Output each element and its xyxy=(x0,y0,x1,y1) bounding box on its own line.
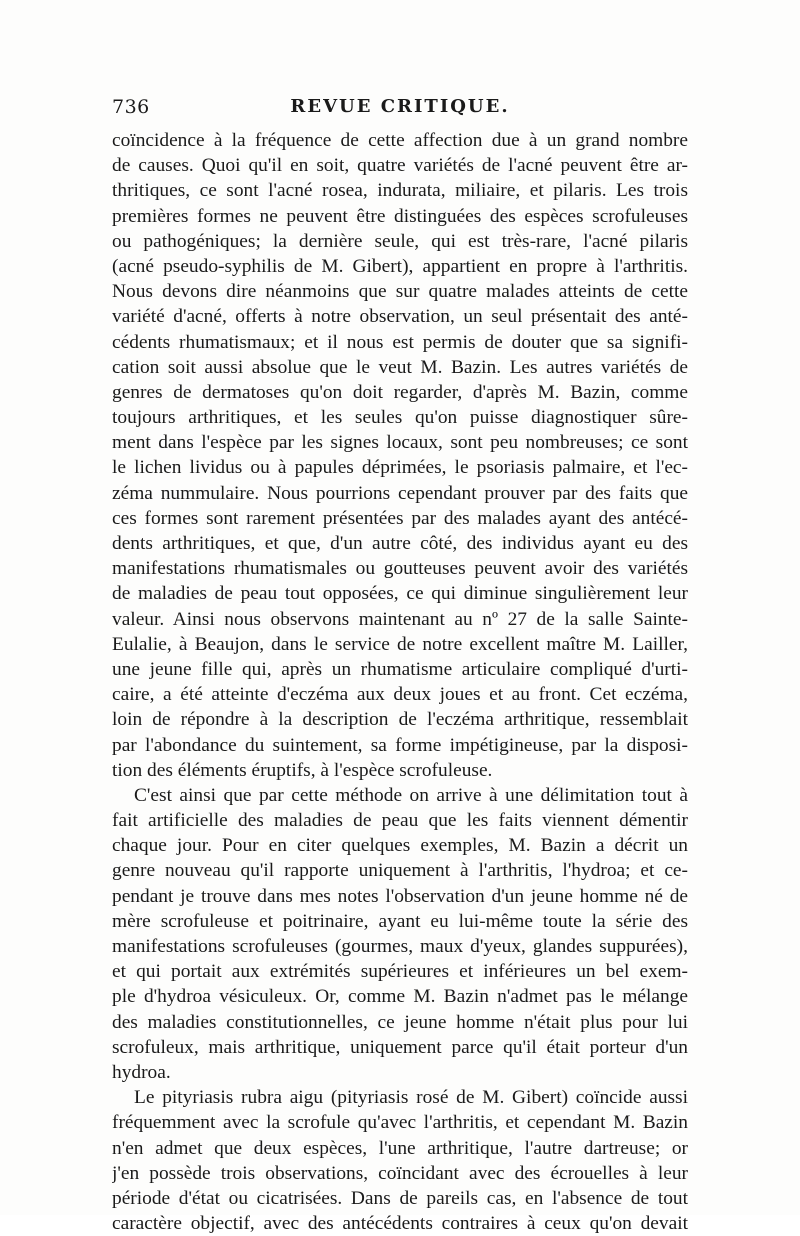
text-line: genre nouveau qu'il rapporte uniquement à l'arthritis, l'hydroa; et ce- xyxy=(112,860,688,882)
text-line: (acné pseudo-syphilis de M. Gibert), appartient en propre à l'arthritis. xyxy=(112,255,688,277)
text-line: cation soit aussi absolue que le veut M. Bazin. Les autres variétés de xyxy=(112,356,688,378)
text-line: ment dans l'espèce par les signes locaux, sont peu nombreuses; ce sont xyxy=(112,432,688,454)
text-line: manifestations rhumatismales ou goutteuses peuvent avoir des variétés xyxy=(112,558,688,580)
text-line: n'en admet que deux espèces, l'une arthritique, l'autre dartreuse; or xyxy=(112,1137,688,1159)
running-title: REVUE CRITIQUE. xyxy=(290,96,510,117)
page-header xyxy=(112,96,688,124)
text-line: j'en possède trois observations, coïncidant avec des écrouelles à leur xyxy=(112,1162,688,1184)
text-line: variété d'acné, offerts à notre observation, un seul présentait des anté- xyxy=(112,306,688,328)
text-line: fréquemment avec la scrofule qu'avec l'arthritis, et cependant M. Bazin xyxy=(112,1112,688,1134)
text-line: fait artificielle des maladies de peau que les faits viennent démentir xyxy=(112,810,688,832)
text-line: ple d'hydroa vésiculeux. Or, comme M. Bazin n'admet pas le mélange xyxy=(112,986,688,1008)
text-line: tion des éléments éruptifs, à l'espèce scrofuleuse. xyxy=(112,759,493,781)
text-line: genres de dermatoses qu'on doit regarder, d'après M. Bazin, comme xyxy=(112,381,688,403)
text-line: période d'état ou cicatrisées. Dans de pareils cas, en l'absence de tout xyxy=(112,1187,688,1209)
text-line: cédents rhumatismaux; et il nous est permis de douter que sa signifi- xyxy=(112,331,688,353)
text-line: Nous devons dire néanmoins que sur quatre malades atteints de cette xyxy=(112,281,688,303)
text-line: chaque jour. Pour en citer quelques exemples, M. Bazin a décrit un xyxy=(112,835,688,857)
text-line: scrofuleux, mais arthritique, uniquement parce qu'il était porteur d'un xyxy=(112,1036,688,1058)
text-line: manifestations scrofuleuses (gourmes, maux d'yeux, glandes suppurées), xyxy=(112,936,688,957)
text-line: caractère objectif, avec des antécédents contraires à ceux qu'on devait xyxy=(112,1213,688,1235)
text-line: dents arthritiques, et que, d'un autre côté, des individus ayant eu des xyxy=(112,533,688,554)
text-line: et qui portait aux extrémités supérieures et inférieures un bel exem- xyxy=(112,961,688,983)
text-line: une jeune fille qui, après un rhumatisme articulaire compliqué d'urti- xyxy=(112,658,688,680)
text-line: des maladies constitutionnelles, ce jeune homme n'était plus pour lui xyxy=(112,1011,688,1033)
text-line: C'est ainsi que par cette méthode on arrive à une délimitation tout à xyxy=(134,784,688,806)
text-line: Le pityriasis rubra aigu (pityriasis rosé de M. Gibert) coïncide aussi xyxy=(134,1087,688,1109)
text-line: Eulalie, à Beaujon, dans le service de notre excellent maître M. Lailler, xyxy=(112,633,688,655)
text-line: par l'abondance du suintement, sa forme impétigineuse, par la disposi- xyxy=(112,734,688,756)
text-line: premières formes ne peuvent être distinguées des espèces scrofuleuses xyxy=(112,205,688,227)
text-line: zéma nummulaire. Nous pourrions cependant prouver par des faits que xyxy=(112,482,688,504)
text-line: coïncidence à la fréquence de cette affection due à un grand nombre xyxy=(112,130,688,151)
text-line: caire, a été atteinte d'eczéma aux deux joues et au front. Cet eczéma, xyxy=(112,684,688,706)
text-line: ou pathogéniques; la dernière seule, qui est très-rare, l'acné pilaris xyxy=(112,230,688,252)
text-line: valeur. Ainsi nous observons maintenant au nº 27 de la salle Sainte- xyxy=(112,608,688,630)
text-line: toujours arthritiques, et les seules qu'on puisse diagnostiquer sûre- xyxy=(112,407,688,429)
text-line: ces formes sont rarement présentées par des malades ayant des antécé- xyxy=(112,507,688,529)
page-number: 736 xyxy=(112,96,150,118)
text-line: loin de répondre à la description de l'eczéma arthritique, ressemblait xyxy=(112,709,688,731)
text-line: de causes. Quoi qu'il en soit, quatre variétés de l'acné peuvent être ar- xyxy=(112,155,688,177)
body-text xyxy=(112,128,688,1236)
text-line: thritiques, ce sont l'acné rosea, indurata, miliaire, et pilaris. Les trois xyxy=(112,180,688,202)
text-line: mère scrofuleuse et poitrinaire, ayant eu lui-même toute la série des xyxy=(112,910,688,932)
text-line: pendant je trouve dans mes notes l'observation d'un jeune homme né de xyxy=(112,885,688,907)
text-line: hydroa. xyxy=(112,1061,171,1083)
text-line: le lichen lividus ou à papules déprimées, le psoriasis palmaire, et l'ec- xyxy=(112,457,688,479)
text-line: de maladies de peau tout opposées, ce qui diminue singulièrement leur xyxy=(112,583,688,605)
